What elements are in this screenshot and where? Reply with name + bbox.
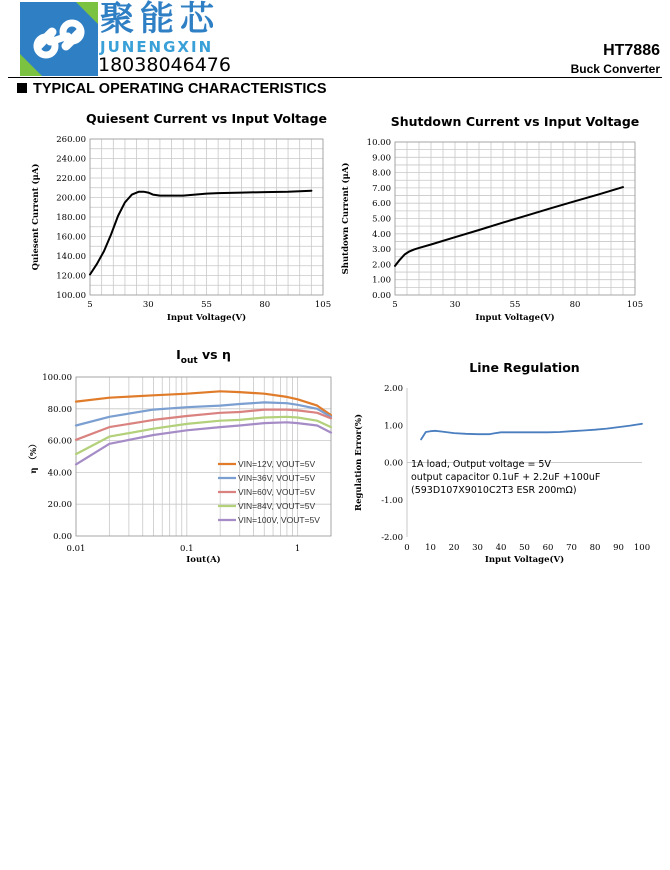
legend-label: VIN=84V, VOUT=5V [238, 501, 316, 511]
chart-title: Quiesent Current vs Input Voltage [86, 111, 327, 126]
x-axis-label: Iout(A) [186, 555, 221, 565]
x-tick-label: 30 [142, 300, 154, 310]
grid [76, 377, 331, 536]
x-tick-label: 1 [294, 544, 301, 554]
y-tick-label: 200.00 [56, 193, 86, 204]
x-tick-label: 90 [613, 543, 624, 553]
shutdown-current-chart [335, 100, 665, 330]
y-tick-label: 4.00 [372, 229, 391, 240]
y-tick-label: 1.00 [372, 275, 391, 286]
chart-title [176, 347, 231, 366]
y-tick-label: 220.00 [56, 174, 86, 184]
y-tick-label: 0.00 [372, 291, 391, 301]
y-tick-label: 100.00 [42, 373, 72, 383]
y-tick-label: 0.00 [53, 532, 72, 542]
y-tick-label: 180.00 [56, 213, 86, 223]
brand-name-chinese: 聚能芯 [100, 0, 220, 39]
x-tick-label: 80 [569, 300, 581, 310]
y-tick-label: 100.00 [56, 291, 86, 301]
x-tick-label: 0 [404, 543, 410, 553]
y-tick-label: 260.00 [56, 135, 86, 145]
chart-title: Shutdown Current vs Input Voltage [390, 114, 640, 129]
company-logo-icon [20, 2, 98, 76]
y-tick-label: 8.00 [372, 168, 391, 179]
efficiency-chart [0, 335, 340, 575]
x-axis-label: Input Voltage(V) [166, 313, 247, 323]
y-tick-label: -1.00 [381, 495, 403, 506]
y-axis-label: η （%） [29, 439, 39, 474]
x-tick-label: 105 [626, 300, 644, 310]
y-tick-label: 40.00 [47, 468, 72, 479]
x-tick-label: 10 [425, 543, 436, 553]
chart-annotation: 1A load, Output voltage = 5V [411, 459, 551, 470]
y-tick-label: 2.00 [384, 384, 403, 394]
series-line-1 [421, 424, 642, 440]
y-tick-label: 140.00 [56, 252, 86, 262]
brand-name-english: JUNENGXIN [100, 38, 214, 56]
x-tick-label: 60 [542, 543, 554, 553]
x-tick-label: 30 [472, 543, 483, 553]
legend [218, 459, 320, 525]
y-axis-label: Quiesent Current (μA) [31, 163, 41, 271]
bullet-square-icon [17, 83, 27, 93]
x-tick-label: 80 [259, 300, 271, 310]
chart-annotation: output capacitor 0.1uF + 2.2uF +100uF [411, 472, 601, 483]
line-regulation-chart [335, 350, 665, 575]
x-tick-label: 30 [449, 300, 461, 310]
legend-label: VIN=100V, VOUT=5V [238, 515, 320, 525]
x-tick-label: 70 [566, 543, 577, 553]
header-divider [8, 77, 662, 78]
part-number: HT7886 [603, 42, 660, 59]
y-tick-label: 6.00 [372, 199, 391, 210]
y-tick-label: 20.00 [47, 500, 72, 511]
section-heading [17, 80, 327, 98]
chart-annotation: (593D107X9010C2T3 ESR 200mΩ) [411, 485, 577, 496]
x-tick-label: 55 [509, 300, 521, 310]
y-tick-label: 60.00 [47, 436, 72, 447]
y-tick-label: 3.00 [372, 245, 391, 256]
y-tick-label: 9.00 [372, 153, 391, 164]
x-tick-label: 80 [589, 543, 601, 553]
y-tick-label: 120.00 [56, 271, 86, 282]
y-axis-label: Shutdown Current (μA) [341, 162, 351, 275]
chart-title-tail: vs η [197, 347, 231, 362]
x-axis-label: Input Voltage(V) [484, 555, 565, 565]
legend-label: VIN=36V, VOUT=5V [238, 473, 316, 483]
y-tick-label: 7.00 [372, 183, 391, 194]
legend-label: VIN=60V, VOUT=5V [238, 487, 316, 497]
document-subtitle: Buck Converter [570, 62, 660, 76]
y-tick-label: 2.00 [372, 260, 391, 271]
x-tick-label: 55 [201, 300, 212, 310]
x-tick-label: 40 [495, 543, 507, 553]
x-axis-label: Input Voltage(V) [475, 313, 555, 323]
y-tick-label: 240.00 [56, 154, 86, 165]
x-tick-label: 50 [519, 543, 530, 553]
x-tick-label: 5 [87, 300, 93, 310]
series-line-1 [90, 191, 311, 275]
y-tick-label: 5.00 [372, 214, 391, 225]
x-tick-label: 0.1 [180, 544, 194, 554]
chart-title-main: I [176, 347, 181, 362]
x-tick-label: 100 [633, 543, 651, 553]
x-tick-label: 105 [314, 300, 332, 310]
y-tick-label: 1.00 [384, 421, 403, 432]
x-tick-label: 20 [448, 543, 460, 553]
y-tick-label: 160.00 [56, 232, 86, 243]
y-tick-label: 10.00 [366, 138, 391, 148]
y-axis-label: Regulation Error(%) [354, 414, 364, 511]
page-header [0, 0, 670, 80]
x-tick-label: 5 [392, 300, 398, 310]
quiescent-current-chart [0, 100, 340, 330]
grid [90, 139, 323, 295]
y-tick-label: 0.00 [384, 458, 403, 469]
section-title: TYPICAL OPERATING CHARACTERISTICS [33, 81, 327, 97]
y-tick-label: 80.00 [47, 404, 72, 415]
y-tick-label: -2.00 [381, 533, 403, 543]
x-tick-label: 0.01 [66, 544, 86, 554]
phone-number: 18038046476 [98, 54, 231, 76]
chart-title-subscript: out [180, 356, 198, 366]
chart-title: Line Regulation [469, 360, 580, 375]
legend-label: VIN=12V, VOUT=5V [238, 459, 316, 469]
